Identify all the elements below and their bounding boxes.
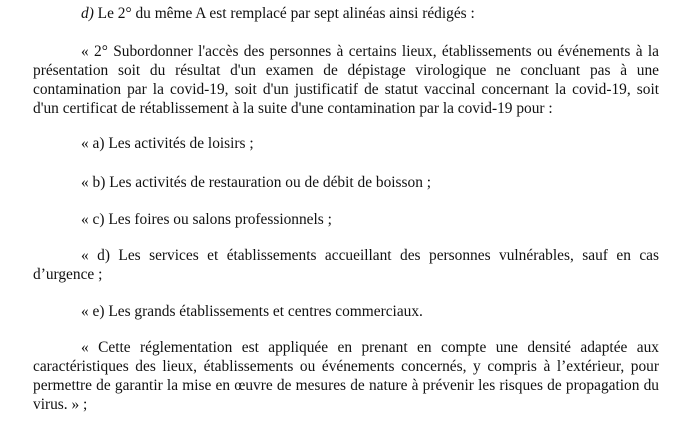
list-item-c: « c) Les foires ou salons professionnels ; (81, 211, 332, 228)
list-item-d: « d) Les services et établissements accueillant des personnes vulnérables, sauf en cas d’urgence ; (33, 247, 659, 283)
paragraph-intro-text: Le 2° du même A est remplacé par sept alinéas ainsi rédigés : (93, 5, 475, 22)
item-letter-d: d) (81, 5, 94, 22)
list-item-b: « b) Les activités de restauration ou de débit de boisson ; (81, 174, 432, 191)
paragraph-subordination: « 2° Subordonner l'accès des personnes à certains lieux, établissements ou événements à la présentation soit du résultat d'un examen de dépistage virologique ne concluant pas à une contamination par la covid-19, soit d'un justificatif de statut vaccinal concernant la covid-19, soit d'un certificat de rétablissement à la suite d'une contamination par la covid-19 pour : (33, 43, 659, 117)
paragraph-intro (33, 4, 659, 23)
list-item-e: « e) Les grands établissements et centres commerciaux. (81, 303, 423, 320)
list-item-a: « a) Les activités de loisirs ; (81, 135, 254, 152)
paragraph-regulation: « Cette réglementation est appliquée en prenant en compte une densité adaptée aux caractéristiques des lieux, établissements ou événements concernés, y compris à l’extérieur, pour permettre de garantir la mise en œuvre de mesures de nature à prévenir les risques de propagation du virus. » ; (33, 339, 659, 413)
